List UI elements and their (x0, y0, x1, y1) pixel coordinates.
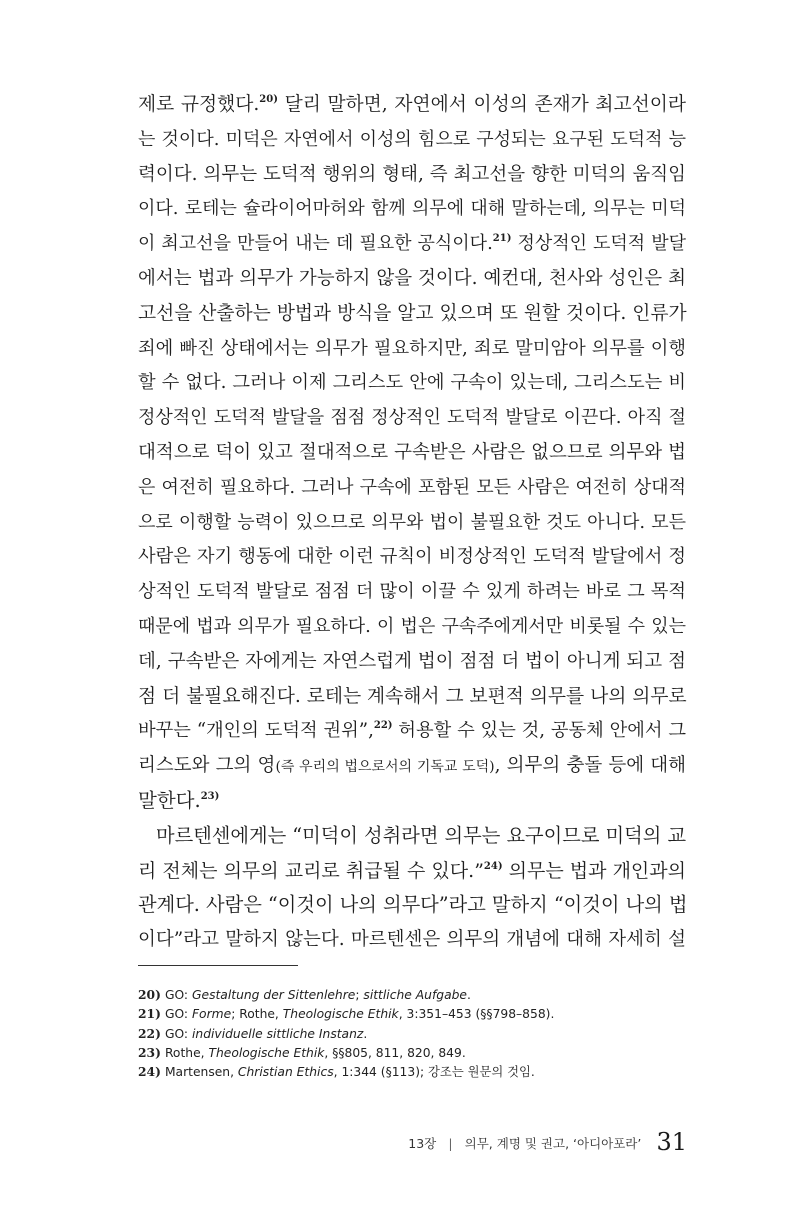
body-line (138, 262, 686, 297)
footnote-text: . (466, 988, 471, 1002)
body-line (138, 749, 686, 784)
footer-chapter-title: 의무, 계명 및 권고, ‘아디아포라’ (464, 1136, 642, 1151)
footer-separator: | (448, 1136, 453, 1151)
footnote-item (138, 1024, 698, 1043)
footnote-reference[interactable]: 20) (259, 94, 278, 105)
body-line-text: 말한다. (138, 788, 201, 812)
body-line-text: 관계다. 사람은 “이것이 나의 의무다”라고 말하지 “이것이 나의 법 (138, 893, 688, 917)
body-line (138, 88, 686, 123)
footnote-rule (138, 965, 298, 966)
footnote-title: individuelle sittliche Instanz (191, 1026, 364, 1041)
body-line (138, 123, 686, 158)
footnote-title: sittliche Aufgabe (363, 988, 467, 1002)
body-line (138, 784, 686, 819)
body-line-text: 할 수 없다. 그러나 이제 그리스도 안에 구속이 있는데, 그리스도는 비 (138, 372, 686, 394)
footnote-item (138, 985, 698, 1004)
body-line-text-continued: 의무는 법과 개인과의 (502, 859, 686, 882)
footnote-reference[interactable]: 22) (373, 720, 393, 732)
footnote-text: , §§805, 811, 820, 849. (324, 1045, 466, 1060)
body-line-text-continued: 허용할 수 있는 것, 공동체 안에서 그 (392, 720, 686, 742)
body-line-text: 고선을 산출하는 방법과 방식을 알고 있으며 또 원할 것이다. 인류가 (138, 302, 687, 324)
body-line-text: 에서는 법과 의무가 가능하지 않을 것이다. 예컨대, 천사와 성인은 최 (138, 267, 686, 289)
footnote-text: , 1:344 (§113); 강조는 원문의 것임. (333, 1065, 535, 1080)
body-text (138, 88, 686, 958)
footnote-title: Theologische Ethik (282, 1007, 399, 1022)
body-line-text: 이다. 로테는 슐라이어마허와 함께 의무에 대해 말하는데, 의무는 미덕 (138, 198, 686, 220)
footnote-text: . (363, 1026, 368, 1041)
body-line (138, 332, 686, 367)
footnote-number: 24) (138, 1064, 161, 1080)
body-line-text: 상적인 도덕적 발달로 점점 더 많이 이끌 수 있게 하려는 바로 그 목적 (138, 581, 686, 603)
body-line-text: 점 더 불필요해진다. 로테는 계속해서 그 보편적 의무를 나의 의무로 (138, 685, 687, 707)
body-line-text: 대적으로 덕이 있고 절대적으로 구속받은 사람은 없으므로 의무와 법 (138, 441, 686, 463)
body-line (138, 158, 686, 193)
body-line (138, 610, 686, 645)
body-line-text: 리 전체는 의무의 교리로 취급될 수 있다.” (138, 859, 484, 882)
footnote-item (138, 1062, 698, 1081)
footnote-text: ; Rothe, (231, 1007, 283, 1022)
inline-gloss: (즉 우리의 법으로서의 기독교 도덕) (275, 759, 495, 776)
body-line (138, 575, 686, 610)
body-line (138, 401, 686, 436)
footnote-title: Gestaltung der Sittenlehre (191, 988, 356, 1002)
body-line-text-continued: , 의무의 충돌 등에 대해 (494, 755, 687, 777)
body-line (138, 436, 686, 471)
footnotes (138, 985, 698, 1081)
footnote-text: GO: (164, 1026, 192, 1041)
footnote-text: GO: (164, 1007, 192, 1022)
footnote-title: Forme (191, 1007, 232, 1022)
footnote-number: 20) (138, 987, 161, 1002)
footnote-item (138, 1004, 698, 1023)
body-line-text: 정상적인 도덕적 발달을 점점 정상적인 도덕적 발달로 이끈다. 아직 절 (138, 407, 686, 429)
body-line-text: 력이다. 의무는 도덕적 행위의 형태, 즉 최고선을 향한 미덕의 움직임 (138, 163, 686, 185)
body-line (138, 645, 686, 680)
body-line (138, 540, 686, 575)
footnote-text: Martensen, (164, 1065, 238, 1080)
page-number: 31 (656, 1128, 687, 1156)
body-line-text-continued: 달리 말하면, 자연에서 이성의 존재가 최고선이라 (277, 94, 686, 115)
body-line (138, 227, 686, 262)
footer-chapter: 13장 (408, 1136, 437, 1151)
body-line (138, 680, 686, 715)
body-line (138, 192, 686, 227)
footnote-title: Theologische Ethik (208, 1045, 325, 1060)
footnote-reference[interactable]: 23) (200, 790, 220, 802)
body-line-text: 으로 이행할 능력이 있으므로 의무와 법이 불필요한 것도 아니다. 모든 (138, 511, 686, 533)
body-line-text: 은 여전히 필요하다. 그러나 구속에 포함된 모든 사람은 여전히 상대적 (138, 476, 686, 498)
body-line (138, 506, 686, 541)
footnote-reference[interactable]: 24) (483, 860, 503, 872)
running-footer (408, 1127, 687, 1157)
footnote-text: Rothe, (164, 1045, 209, 1060)
body-line-text: 바꾸는 “개인의 도덕적 권위”, (138, 720, 374, 742)
body-line (138, 297, 686, 332)
footnote-number: 21) (138, 1006, 161, 1022)
footnote-number: 23) (138, 1044, 161, 1060)
footnote-item (138, 1043, 698, 1062)
footnote-text: , 3:351–453 (§§798–858). (398, 1007, 555, 1022)
body-line (138, 366, 686, 401)
body-line (138, 471, 686, 506)
body-line-text-continued: 정상적인 도덕적 발달 (511, 233, 686, 255)
body-line (138, 819, 686, 854)
body-line (138, 714, 686, 749)
footnote-title: Christian Ethics (237, 1065, 334, 1080)
footnote-number: 22) (138, 1025, 161, 1041)
body-line-text: 마르텐센에게는 “미덕이 성취라면 의무는 요구이므로 미덕의 교 (156, 823, 687, 847)
body-line-text: 는 것이다. 미덕은 자연에서 이성의 힘으로 구성되는 요구된 도덕적 능 (138, 128, 686, 150)
footnote-text: ; (355, 988, 364, 1002)
body-line-text: 제로 규정했다. (138, 94, 260, 115)
body-line-text: 데, 구속받은 자에게는 자연스럽게 법이 점점 더 법이 아니게 되고 점 (138, 650, 686, 672)
body-line-text: 이다”라고 말하지 않는다. 마르텐센은 의무의 개념에 대해 자세히 설 (138, 929, 686, 951)
body-line (138, 854, 686, 889)
body-line (138, 923, 686, 958)
body-line-text: 때문에 법과 의무가 필요하다. 이 법은 구속주에게서만 비롯될 수 있는 (138, 615, 686, 637)
body-line-text: 죄에 빠진 상태에서는 의무가 필요하지만, 죄로 말미암아 의무를 이행 (138, 337, 686, 359)
body-line-text: 리스도와 그의 영 (138, 755, 276, 777)
body-line (138, 888, 686, 923)
footnote-text: GO: (164, 988, 192, 1002)
body-line-text: 이 최고선을 만들어 내는 데 필요한 공식이다. (138, 233, 493, 255)
body-line-text: 사람은 자기 행동에 대한 이런 규칙이 비정상적인 도덕적 발달에서 정 (138, 546, 686, 568)
footnote-reference[interactable]: 21) (492, 233, 512, 245)
